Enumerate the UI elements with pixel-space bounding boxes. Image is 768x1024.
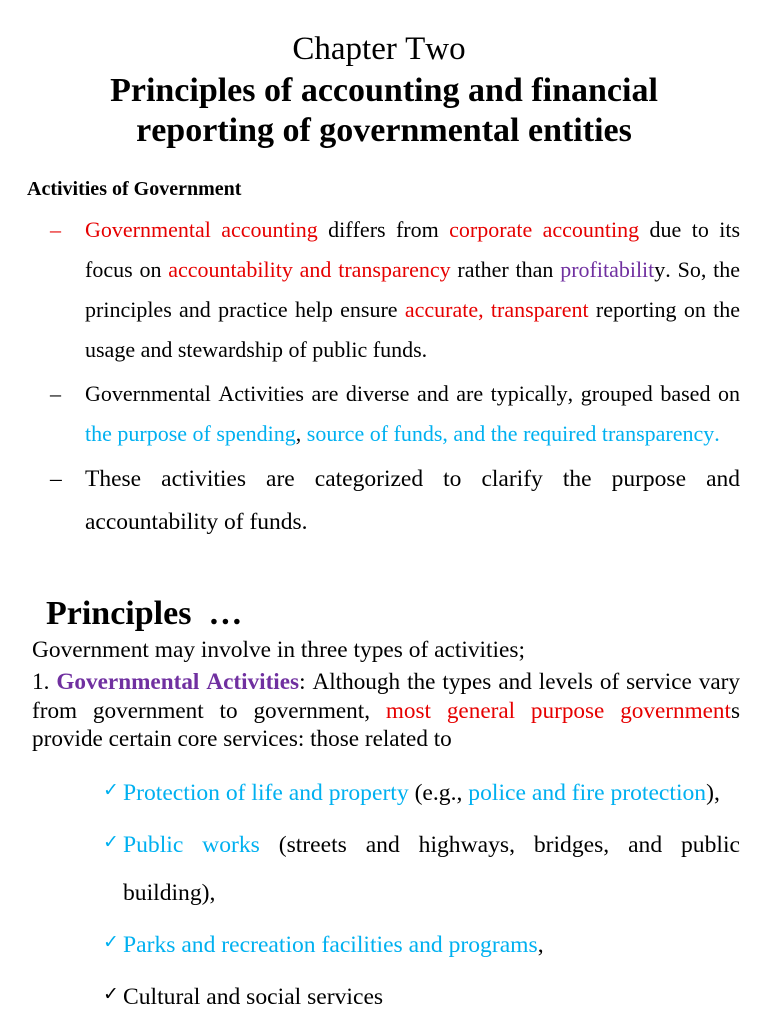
bold-text-run: Governmental Activities [56,669,300,695]
text-run: due to its focus on [85,217,740,282]
checklist-text [123,769,740,817]
text-run: accountability and transparency [168,257,451,282]
text-run: reporting on the usage and stewardship of public funds. [85,297,740,362]
section-heading: Activities of Government [27,178,242,200]
check-icon: ✓ [103,931,119,953]
text-run: differs from [317,217,450,242]
bullet-text [85,458,740,544]
check-icon: ✓ [103,831,119,853]
principles-intro: Government may involve in three types of activities; [32,637,526,663]
text-run: profitabilit [560,257,655,282]
bullet-text [85,210,740,370]
principles-heading: Principles … [46,595,243,632]
checklist-text [123,973,740,1021]
text-run: 1. [32,669,57,695]
dash-bullet-marker: – [50,466,62,492]
text-run: corporate accounting [449,217,640,242]
text-run: Parks and recreation facilities and programs [123,932,538,958]
text-run: source of funds, and the required transparency. [306,421,720,446]
text-run: y. So, the principles and practice help ensure [85,257,740,322]
bullet-item [50,374,740,454]
numbered-paragraph [32,668,740,754]
bullet-item [50,210,740,370]
dash-bullet-marker: – [50,381,61,406]
text-run: Public works [123,832,260,858]
text-run: (e.g., [408,780,469,806]
text-run: rather than [450,257,561,282]
checklist-item [103,821,740,917]
bullet-list [50,210,740,544]
text-run: the purpose of spending [85,421,296,446]
text-run: Governmental Activities are diverse and are typically, grouped based on [85,381,740,406]
bullet-text [85,374,740,454]
checklist-item [103,921,740,969]
text-run: (streets and highways, bridges, and public building), [123,832,740,906]
check-icon: ✓ [103,983,119,1005]
text-run: accurate, transparent [404,297,589,322]
checklist-text [123,821,740,917]
text-run: Cultural and social services [123,984,384,1010]
checklist-item [103,973,740,1021]
text-run: ), [706,780,720,806]
checklist [103,769,740,1021]
text-run: Protection of life and property [123,780,409,806]
checklist-text [123,921,740,969]
text-run: s provide certain core services: those related to [32,697,740,752]
chapter-title: Chapter Two [292,31,466,67]
dash-bullet-marker: – [50,217,61,242]
page-title: Principles of accounting and financial reporting of governmental entities [110,72,658,149]
text-run: , [537,932,544,958]
text-run: most general purpose government [385,697,731,724]
text-run: : Although the types and levels of service vary from government to government, [32,669,741,724]
text-run: , [295,421,307,446]
bullet-item [50,458,740,544]
check-icon: ✓ [103,779,119,801]
text-run: These activities are categorized to clarify the purpose and accountability of funds. [85,466,740,535]
checklist-item [103,769,740,817]
text-run: police and fire protection [468,780,707,806]
text-run: Governmental accounting [85,217,318,242]
